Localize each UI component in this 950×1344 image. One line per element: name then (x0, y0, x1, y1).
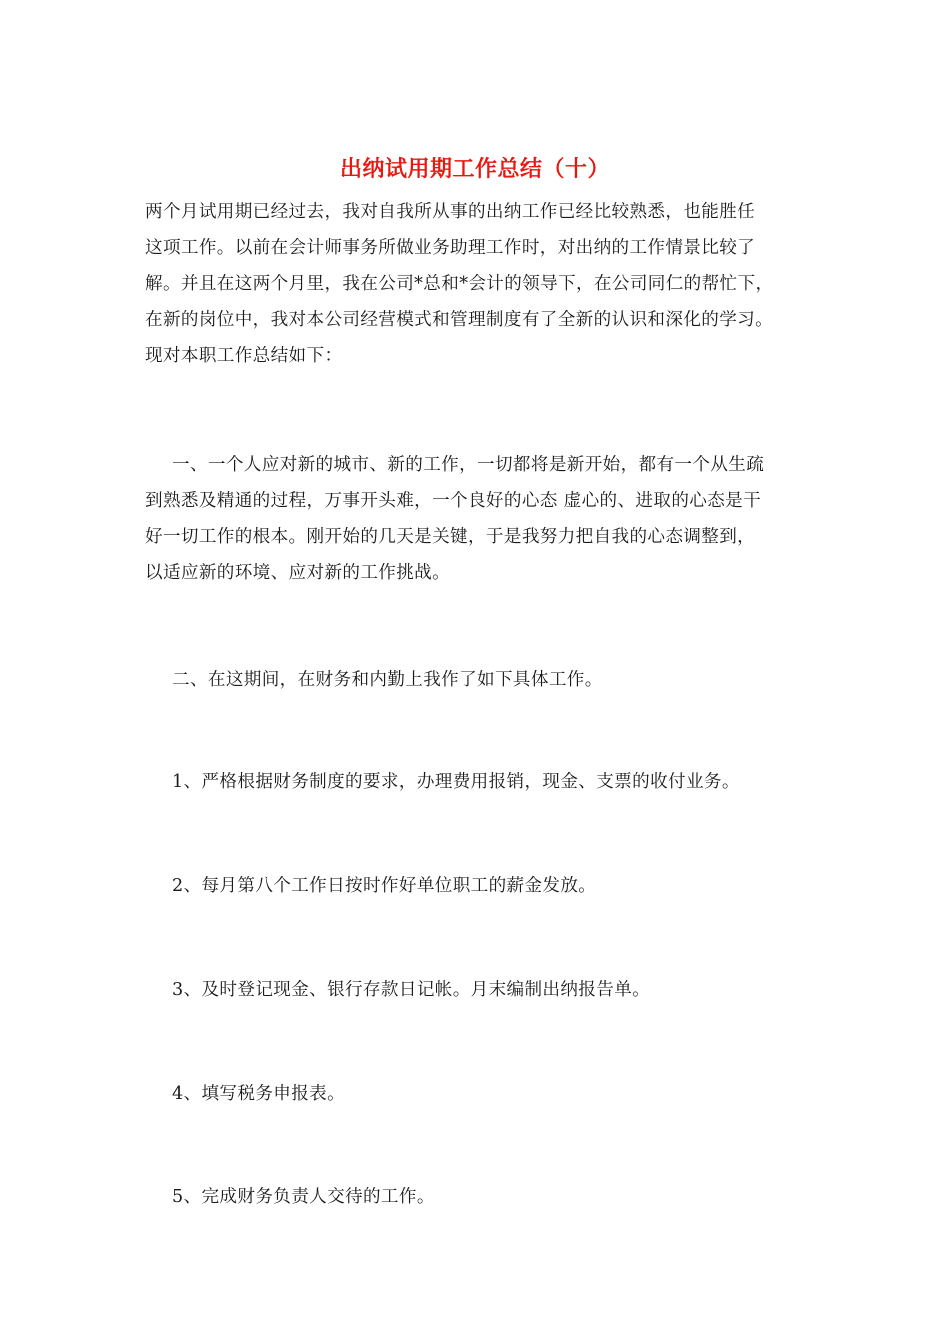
list-item-4: 4、填写税务申报表。 (172, 1084, 346, 1104)
intro-line-4: 在新的岗位中，我对本公司经营模式和管理制度有了全新的认识和深化的学习。 (145, 310, 774, 330)
section2-heading: 二、在这期间，在财务和内勤上我作了如下具体工作。 (172, 670, 603, 690)
intro-line-3: 解。并且在这两个月里，我在公司*总和*会计的领导下，在公司同仁的帮忙下， (145, 274, 774, 294)
section1-line-4: 以适应新的环境、应对新的工作挑战。 (145, 563, 451, 583)
intro-line-5: 现对本职工作总结如下： (145, 346, 343, 366)
list-item-2: 2、每月第八个工作日按时作好单位职工的薪金发放。 (172, 876, 597, 896)
section1-line-3: 好一切工作的根本。刚开始的几天是关键，于是我努力把自我的心态调整到， (145, 527, 756, 547)
section1-line-1: 一、一个人应对新的城市、新的工作，一切都将是新开始，都有一个从生疏 (172, 455, 765, 475)
list-item-1: 1、严格根据财务制度的要求，办理费用报销，现金、支票的收付业务。 (172, 772, 740, 792)
intro-line-1: 两个月试用期已经过去，我对自我所从事的出纳工作已经比较熟悉，也能胜任 (145, 202, 756, 222)
list-item-5: 5、完成财务负责人交待的工作。 (172, 1187, 435, 1207)
section1-line-2: 到熟悉及精通的过程，万事开头难，一个良好的心态 虚心的、进取的心态是干 (145, 491, 762, 511)
document-title: 出纳试用期工作总结（十） (339, 156, 610, 182)
intro-line-2: 这项工作。以前在会计师事务所做业务助理工作时，对出纳的工作情景比较了 (145, 238, 756, 258)
list-item-3: 3、及时登记现金、银行存款日记帐。月末编制出纳报告单。 (172, 980, 651, 1000)
